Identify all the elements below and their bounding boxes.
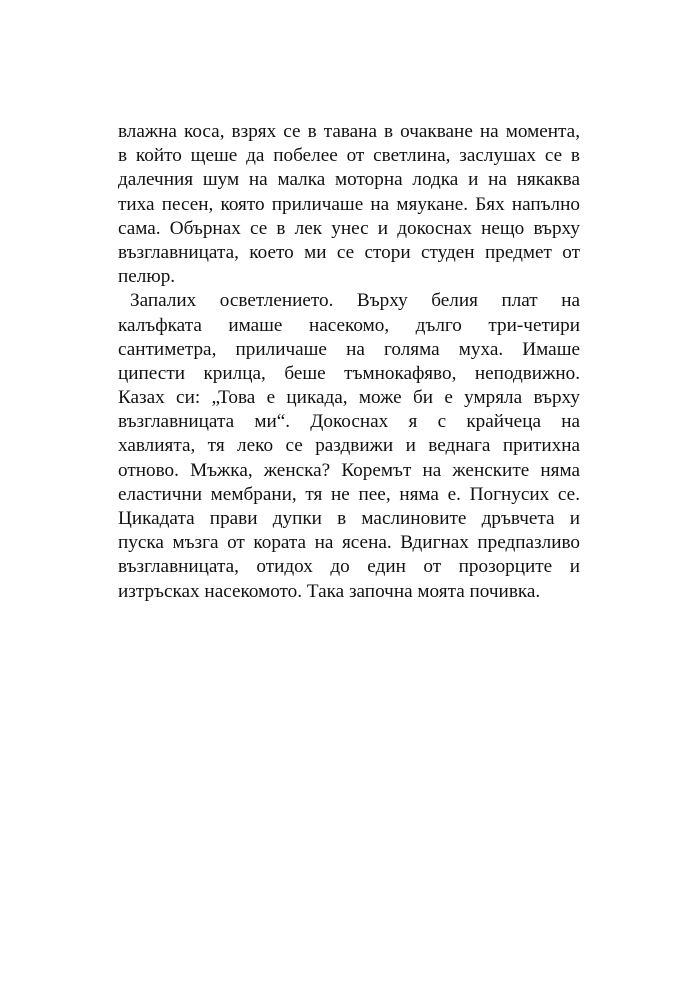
text-line: Запалих осветлението. Върху белия плат на [130, 290, 580, 312]
text-line: пуска мъзга от кората на ясена. Вдигнах предпазливо [118, 532, 580, 554]
paragraph-2 [118, 289, 580, 603]
text-line: ципести крилца, беше тъмнокафяво, неподвижно. [118, 362, 580, 384]
text-line: в който щеше да побелее от светлина, заслушах се в [118, 145, 580, 167]
text-line: възглавницата, отидох до един от прозорците и [118, 556, 580, 578]
paragraph-1 [118, 120, 580, 289]
text-line: пелюр. [118, 266, 176, 288]
text-line: тиха песен, която приличаше на мяукане. Бях напълно [118, 193, 580, 215]
text-line: хавлията, тя леко се раздвижи и веднага притихна [118, 435, 580, 457]
text-line: Цикадата прави дупки в маслиновите дръвчета и [118, 508, 580, 529]
text-line: влажна коса, взрях се в тавана в очакване на момента, [118, 121, 580, 142]
text-line: възглавницата, което ми се стори студен предмет от [118, 241, 580, 263]
text-line: сантиметра, приличаше на голяма муха. Имаше [118, 338, 580, 360]
body-text [118, 120, 580, 604]
text-line: калъфката имаше насекомо, дълго три-четири [118, 314, 580, 336]
text-line: отново. Мъжка, женска? Коремът на женските няма [118, 459, 580, 481]
text-line: изтръсках насекомото. Така започна моята почивка. [118, 580, 541, 602]
text-line: далечния шум на малка моторна лодка и на някаква [118, 169, 580, 191]
text-line: възглавницата ми“. Докоснах я с крайчеца на [118, 411, 580, 433]
text-line: еластични мембрани, тя не пее, няма е. Погнусих се. [118, 483, 580, 505]
text-line: сама. Обърнах се в лек унес и докоснах нещо върху [118, 217, 580, 239]
text-line: Казах си: „Това е цикада, може би е умряла върху [118, 387, 580, 409]
